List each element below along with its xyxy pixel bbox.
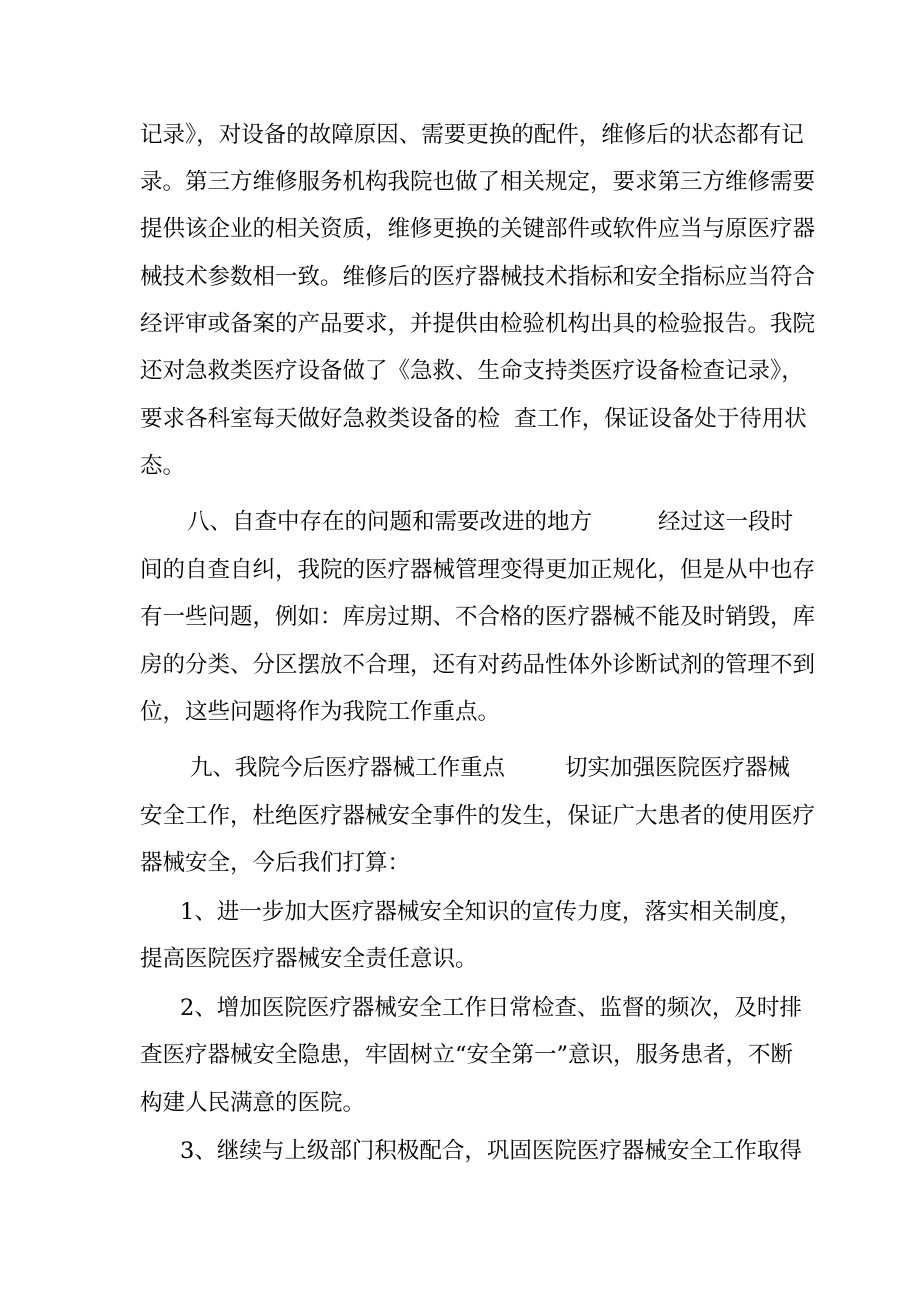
body-text-line: 间的自查自纠，我院的医疗器械管理变得更加正规化，但是从中也存 [140,557,816,583]
body-text-line: 位，这些问题将作为我院工作重点。 [140,699,501,725]
list-item-line: 2、增加医院医疗器械安全工作日常检查、监督的频次，及时排 [180,995,802,1021]
list-item-line: 3、继续与上级部门积极配合，巩固医院医疗器械安全工作取得 [180,1138,802,1164]
body-text-line: 提供该企业的相关资质，维修更换的关键部件或软件应当与原医疗器 [140,216,816,242]
list-item-line: 1、进一步加大医疗器械安全知识的宣传力度，落实相关制度， [180,899,802,925]
body-text-line: 还对急救类医疗设备做了《急救、生命支持类医疗设备检查记录》， [140,358,804,384]
body-text-line: 有一些问题，例如：库房过期、不合格的医疗器械不能及时销毁，库 [140,604,816,630]
body-text-line: 械技术参数相一致。维修后的医疗器械技术指标和安全指标应当符合 [140,264,816,290]
list-item-line: 提高医院医疗器械安全责任意识。 [140,946,478,972]
body-text-line: 器械安全，今后我们打算： [140,850,411,876]
section-8-first-line-text: 经过这一段时 [658,509,794,535]
body-text-line: 房的分类、分区摆放不合理，还有对药品性体外诊断试剂的管理不到 [140,652,816,678]
list-item-line: 查医疗器械安全隐患，牢固树立“安全第一”意识，服务患者，不断 [140,1042,794,1068]
body-text-line: 安全工作，杜绝医疗器械安全事件的发生，保证广大患者的使用医疗 [140,803,816,829]
body-text-line: 态。 [140,453,186,479]
body-text-line: 记录》，对设备的故障原因、需要更换的配件，维修后的状态都有记 [140,122,804,148]
body-text-line: 要求各科室每天做好急救类设备的检 查工作，保证设备处于待用状 [140,406,807,432]
section-9-heading: 九、我院今后医疗器械工作重点 [190,755,506,781]
section-8-heading: 八、自查中存在的问题和需要改进的地方 [187,509,593,535]
list-item-line: 构建人民满意的医院。 [140,1090,366,1116]
section-9-first-line-text: 切实加强医院医疗器械 [564,755,790,781]
body-text-line: 录。第三方维修服务机构我院也做了相关规定，要求第三方维修需要 [140,169,816,195]
body-text-line: 经评审或备案的产品要求，并提供由检验机构出具的检验报告。我院 [140,311,816,337]
